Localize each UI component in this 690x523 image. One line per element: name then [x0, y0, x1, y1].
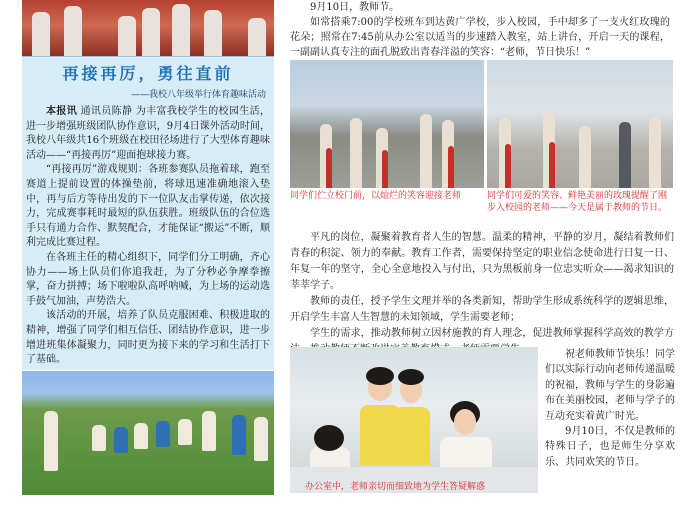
relay-race-photo [22, 0, 274, 56]
body-paragraph: 学生的需求，推动教师树立因材施教的育人理念，促进教师掌握科学高效的教学方 [310, 328, 674, 339]
article-body [22, 105, 274, 370]
article-subhead: ——我校八年级举行体育趣味活动 [130, 90, 266, 100]
article-paragraph: 该活动的开展，培养了队员克服困难、积极进取的精神，增强了同学们相互信任、团结协作意识，进一步增进班集体凝聚力，同时更为接下来的学习和生活打下了基础。 [26, 310, 270, 366]
intro-paragraph: 9月10日，教师节。 [310, 2, 400, 13]
intro-paragraph: 如常搭乘7:00的学校班车到达黄广学校，步入校园，手中却多了一支火红玫瑰的花朵；照常在7:45前从办公室以适当的步速踏入教室，站上讲台，开启一天的课程，一副副认真专注的面孔脱致出青春洋溢的笑容：“老师，节日快乐！” [290, 17, 670, 58]
roses-welcome-photo [487, 60, 673, 188]
teachers-day-closing [545, 347, 675, 470]
teachers-day-intro [290, 0, 670, 60]
article-paragraph: 在各班主任的精心组织下，同学们分工明确，齐心协力——场上队员们你追我赶，为了分秒必争摩拳擦掌，奋力拼搏；场下啦啦队高呼呐喊，为上场的运动选手鼓气加油，声势浩大。 [26, 251, 270, 307]
closing-paragraph: 祝老师教师节快乐！同学们以实际行动向老师传递温暖的祝福，教师与学生的身影遍布在美丽校园，老师与学子的互动充实着黄广时光。 [545, 349, 675, 422]
article-paragraph: 本报讯 通讯员陈静 为丰富我校学生的校园生活，进一步增强班级团队协作意识，9月4日课外活动时间，我校八年级共16个班级在校田径场进行了大型体育趣味活动——“再接再厉”迎面抱球接力赛。 [26, 106, 270, 161]
school-gate-photo [290, 60, 484, 188]
gate-photo-caption: 同学们伫立校门前，以灿烂的笑容迎接老师 [290, 190, 484, 202]
article-headline: 再接再厉，勇往直前 [62, 64, 234, 83]
roses-photo-caption: 同学们可爱的笑容、鲜艳美丽的玫瑰提醒了刚步入校园的老师——今天是属于教师的节日。 [487, 190, 673, 214]
closing-paragraph: 9月10日，不仅是教师的特殊日子，也是师生分享欢乐、共同欢笑的节日。 [545, 426, 675, 468]
office-photo-caption: 办公室中，老师亲切而细致地为学生答疑解惑 [305, 482, 486, 492]
body-paragraph: 平凡的岗位，凝聚着教育者人生的智慧。温柔的精神，平静的岁月，凝结着教师们青春的积淀、领力的奉献。教育工作者，需要保持坚定的职业信念使命进行日复一日、年复一年的坚守，全心全意地投入与付出，只为黑板前身一位忠实听众——渴求知识的莘莘学子。 [290, 232, 674, 291]
left-column [0, 0, 281, 523]
article-paragraph: “再接再厉”游戏规则：各班参赛队员拖着球，跑至赛道上提前设置的体操垫前，将球迅速准确地滚入垫中，再与后方等待出发的下一位队友击掌传递，依次接力，完成赛事耗时最短的队伍获胜。班级队伍的合位选手只有通力合作、默契配合，才能保证“搬运”不断，顺利完成比赛过程。 [26, 164, 270, 249]
teachers-day-body [290, 230, 674, 358]
body-paragraph: 教师的责任，授予学生文理并举的各类新知，帮助学生形成系统科学的逻辑思维，开启学生丰富人生智慧的未知领域，学生需要老师； [290, 296, 674, 323]
students-on-field-photo [22, 371, 274, 495]
office-qa-photo [290, 347, 538, 493]
lead-label: 本报讯 [46, 106, 78, 117]
article-headline-box [22, 57, 274, 105]
